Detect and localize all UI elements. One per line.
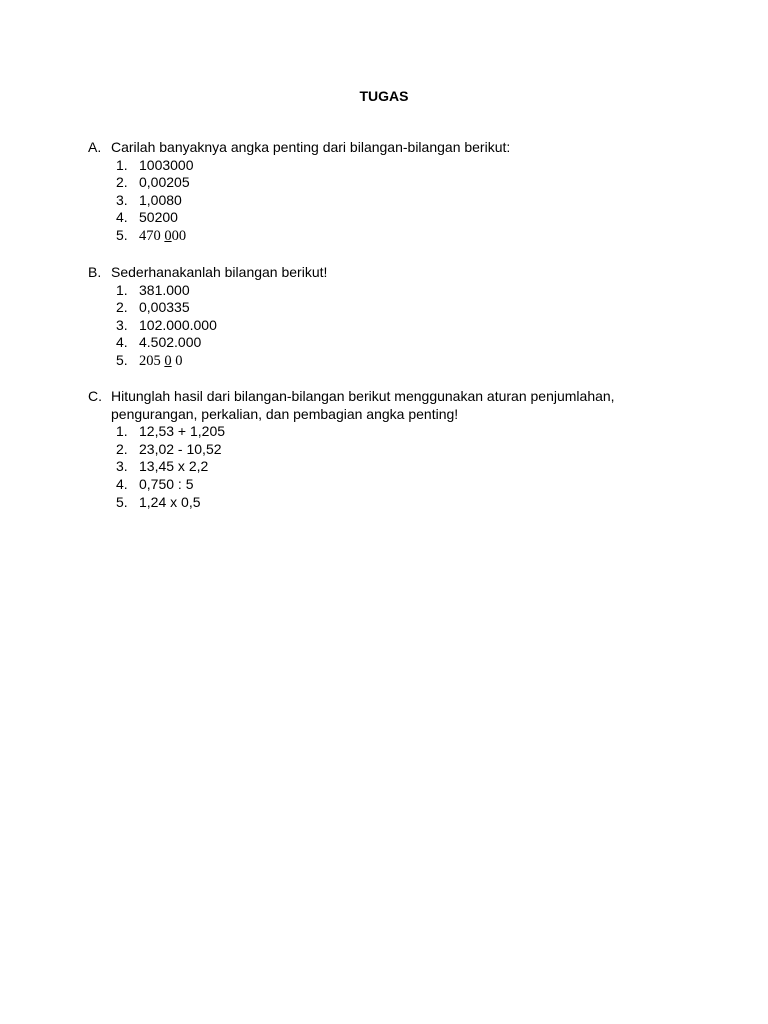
list-item bbox=[88, 494, 648, 512]
item-value bbox=[139, 353, 183, 369]
section-c bbox=[88, 388, 648, 511]
item-number: 5. bbox=[116, 226, 128, 243]
item-number: 1. bbox=[116, 281, 128, 298]
list-item bbox=[88, 157, 648, 175]
section-a-heading bbox=[88, 139, 648, 157]
item-number: 4. bbox=[116, 475, 128, 492]
list-item bbox=[88, 227, 648, 246]
list-item bbox=[88, 476, 648, 494]
item-text: 50200 bbox=[139, 209, 178, 226]
item-text: 1,24 x 0,5 bbox=[139, 493, 201, 510]
page-title: TUGAS bbox=[359, 88, 409, 104]
item-text: 1003000 bbox=[139, 156, 194, 173]
section-a bbox=[88, 139, 648, 246]
item-number: 1. bbox=[116, 156, 128, 173]
section-b-prompt: Sederhanakanlah bilangan berikut! bbox=[111, 264, 328, 280]
section-c-prompt-line-1: Hitunglah hasil dari bilangan-bilangan berikut menggunakan aturan penjumlahan, bbox=[111, 388, 615, 404]
item-number: 2. bbox=[116, 299, 128, 316]
underlined-digit: 0 bbox=[164, 352, 172, 369]
list-item bbox=[88, 334, 648, 352]
item-value-after: 00 bbox=[171, 227, 187, 244]
list-item bbox=[88, 282, 648, 300]
section-b bbox=[88, 264, 648, 371]
section-a-list bbox=[88, 157, 648, 246]
item-text: 12,53 + 1,205 bbox=[139, 423, 226, 440]
item-text: 0,00335 bbox=[139, 299, 190, 316]
item-number: 3. bbox=[116, 458, 128, 475]
item-text: 4.502.000 bbox=[139, 334, 202, 351]
item-number: 3. bbox=[116, 316, 128, 333]
item-text: 0,00205 bbox=[139, 174, 190, 191]
item-text: 102.000.000 bbox=[139, 316, 217, 333]
item-number: 4. bbox=[116, 209, 128, 226]
item-number: 2. bbox=[116, 440, 128, 457]
item-text: 381.000 bbox=[139, 281, 190, 298]
section-c-heading bbox=[88, 388, 648, 423]
section-a-letter: A. bbox=[88, 139, 102, 155]
item-number: 5. bbox=[116, 493, 128, 510]
section-c-prompt-line-2: pengurangan, perkalian, dan pembagian angka penting! bbox=[111, 405, 459, 422]
item-value-after: 0 bbox=[171, 352, 183, 369]
section-b-heading bbox=[88, 264, 648, 282]
list-item bbox=[88, 299, 648, 317]
list-item bbox=[88, 317, 648, 335]
item-text: 0,750 : 5 bbox=[139, 475, 194, 492]
item-number: 1. bbox=[116, 423, 128, 440]
section-a-prompt: Carilah banyaknya angka penting dari bilangan-bilangan berikut: bbox=[111, 139, 511, 155]
item-number: 2. bbox=[116, 174, 128, 191]
list-item bbox=[88, 209, 648, 227]
section-b-list bbox=[88, 282, 648, 371]
list-item bbox=[88, 423, 648, 441]
section-c-list bbox=[88, 423, 648, 511]
list-item bbox=[88, 192, 648, 210]
item-number: 3. bbox=[116, 191, 128, 208]
item-value bbox=[139, 228, 186, 244]
item-text: 13,45 x 2,2 bbox=[139, 458, 209, 475]
item-number: 5. bbox=[116, 351, 128, 368]
list-item bbox=[88, 441, 648, 459]
item-value-before: 470 bbox=[139, 227, 165, 244]
list-item bbox=[88, 352, 648, 371]
list-item bbox=[88, 174, 648, 192]
item-text: 23,02 - 10,52 bbox=[139, 440, 222, 457]
section-c-letter: C. bbox=[88, 388, 102, 404]
list-item bbox=[88, 458, 648, 476]
section-b-letter: B. bbox=[88, 264, 102, 280]
underlined-digit: 0 bbox=[164, 227, 172, 244]
item-text: 1,0080 bbox=[139, 191, 182, 208]
item-value-before: 205 bbox=[139, 352, 165, 369]
item-number: 4. bbox=[116, 334, 128, 351]
